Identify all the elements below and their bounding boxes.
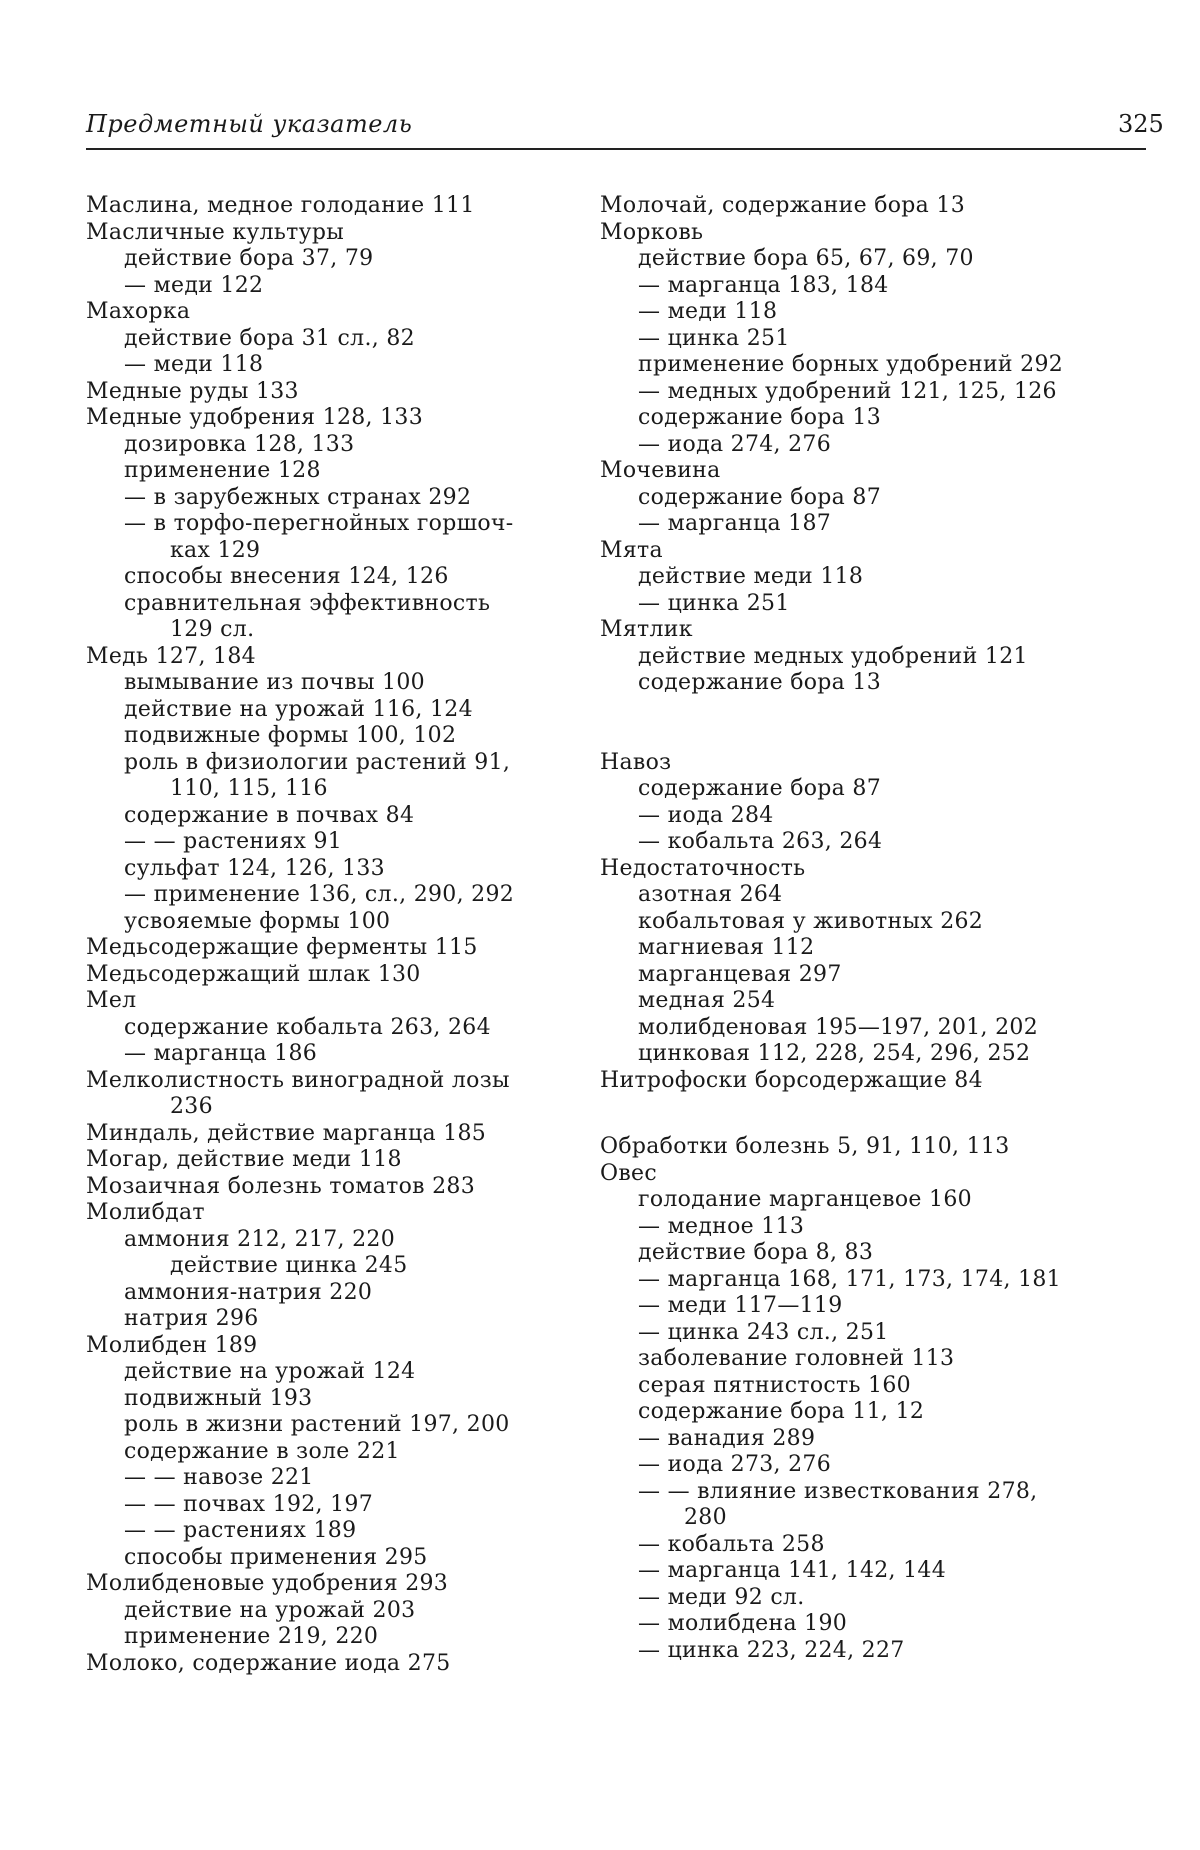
- index-subentry: молибденовая 195—197, 201, 202: [638, 1014, 1039, 1040]
- index-entry: Мята: [600, 537, 663, 563]
- index-subentry: заболевание головней 113: [638, 1346, 955, 1371]
- index-subentry: — кобальта 258: [638, 1531, 825, 1557]
- index-subentry: — меди 117—119: [638, 1293, 843, 1318]
- index-entry: Мозаичная болезнь томатов 283: [86, 1173, 475, 1199]
- index-subentry: — иода 273, 276: [638, 1452, 832, 1477]
- index-subentry: действие меди 118: [638, 564, 864, 589]
- index-entry: Обработки болезнь 5, 91, 110, 113: [600, 1134, 1010, 1159]
- index-subentry: действие на урожай 203: [124, 1597, 416, 1623]
- index-subentry: — меди 118: [124, 352, 264, 377]
- index-continuation: 236: [170, 1094, 213, 1119]
- index-subentry: содержание в золе 221: [124, 1438, 400, 1464]
- index-subentry: аммония-натрия 220: [124, 1279, 373, 1305]
- index-subentry: — — растениях 91: [124, 829, 343, 854]
- index-entry: Нитрофоски борсодержащие 84: [600, 1067, 983, 1093]
- index-subentry: действие на урожай 116, 124: [124, 696, 473, 722]
- index-subentry: роль в физиологии растений 91,: [124, 749, 511, 775]
- index-subentry: — — растениях 189: [124, 1518, 357, 1543]
- index-continuation: 129 сл.: [170, 617, 255, 642]
- index-subentry: применение борных удобрений 292: [638, 352, 1064, 377]
- index-subentry: содержание бора 13: [638, 670, 881, 695]
- index-subentry: действие бора 31 сл., 82: [124, 325, 415, 351]
- index-subentry: голодание марганцевое 160: [638, 1187, 972, 1212]
- index-subentry: — марганца 186: [124, 1041, 318, 1066]
- index-entry: Миндаль, действие марганца 185: [86, 1120, 487, 1146]
- index-entry: Молоко, содержание иода 275: [86, 1650, 451, 1676]
- section-gap: [600, 1094, 1110, 1134]
- index-subentry: применение 219, 220: [124, 1624, 379, 1649]
- index-subentry: — медных удобрений 121, 125, 126: [638, 378, 1057, 404]
- index-subentry: — в торфо-перегнойных горшоч-: [124, 511, 514, 536]
- index-subentry: действие на урожай 124: [124, 1359, 416, 1384]
- index-column-right: [600, 193, 1110, 1664]
- index-entry: Махорка: [86, 299, 191, 324]
- index-subentry: — меди 92 сл.: [638, 1584, 805, 1610]
- index-subentry: — цинка 251: [638, 590, 790, 616]
- index-entry: Навоз: [600, 749, 672, 775]
- index-entry: Мятлик: [600, 617, 693, 642]
- index-entry: Овес: [600, 1160, 657, 1186]
- index-subentry: действие цинка 245: [170, 1253, 408, 1278]
- index-entry: Медные руды 133: [86, 378, 299, 404]
- index-subentry: действие медных удобрений 121: [638, 643, 1028, 669]
- index-column-left: [86, 193, 566, 1677]
- index-subentry: роль в жизни растений 197, 200: [124, 1412, 510, 1437]
- index-entry: Медьсодержащие ферменты 115: [86, 935, 478, 960]
- index-entry: Медьсодержащий шлак 130: [86, 961, 421, 987]
- index-subentry: действие бора 8, 83: [638, 1240, 874, 1265]
- index-subentry: применение 128: [124, 458, 321, 483]
- index-subentry: содержание бора 13: [638, 405, 881, 430]
- index-continuation: 280: [684, 1505, 727, 1530]
- index-entry: Мел: [86, 988, 137, 1013]
- index-subentry: — цинка 243 сл., 251: [638, 1319, 889, 1345]
- index-entry: Недостаточность: [600, 855, 806, 881]
- index-entry: Медь 127, 184: [86, 643, 256, 669]
- index-subentry: медная 254: [638, 988, 776, 1013]
- index-subentry: — иода 274, 276: [638, 431, 832, 457]
- index-subentry: — медное 113: [638, 1213, 805, 1239]
- index-subentry: действие бора 37, 79: [124, 246, 374, 271]
- index-subentry: натрия 296: [124, 1306, 259, 1331]
- index-entry: Мелколистность виноградной лозы: [86, 1067, 510, 1093]
- index-entry: Молибдат: [86, 1200, 205, 1225]
- index-subentry: усвояемые формы 100: [124, 908, 391, 934]
- header-rule: [86, 148, 1146, 150]
- index-subentry: марганцевая 297: [638, 961, 842, 987]
- index-subentry: подвижный 193: [124, 1385, 313, 1411]
- index-subentry: цинковая 112, 228, 254, 296, 252: [638, 1041, 1031, 1066]
- index-entry: Могар, действие меди 118: [86, 1147, 402, 1172]
- index-subentry: — — навозе 221: [124, 1465, 314, 1490]
- page-number: 325: [1118, 110, 1164, 138]
- index-subentry: содержание бора 87: [638, 484, 881, 510]
- index-subentry: серая пятнистость 160: [638, 1372, 911, 1398]
- index-subentry: содержание бора 87: [638, 776, 881, 801]
- section-gap: [600, 697, 1110, 750]
- index-continuation: ках 129: [170, 537, 261, 563]
- index-subentry: содержание бора 11, 12: [638, 1399, 925, 1424]
- index-subentry: подвижные формы 100, 102: [124, 723, 457, 748]
- index-subentry: — иода 284: [638, 802, 774, 828]
- index-subentry: — молибдена 190: [638, 1611, 848, 1636]
- index-subentry: — ванадия 289: [638, 1425, 816, 1451]
- index-entry: Масличные культуры: [86, 219, 345, 245]
- index-subentry: — марганца 187: [638, 511, 832, 536]
- index-subentry: способы внесения 124, 126: [124, 564, 449, 589]
- index-continuation: 110, 115, 116: [170, 776, 328, 801]
- index-subentry: — марганца 183, 184: [638, 272, 889, 298]
- index-subentry: вымывание из почвы 100: [124, 670, 425, 695]
- index-subentry: — кобальта 263, 264: [638, 829, 883, 854]
- index-subentry: — в зарубежных странах 292: [124, 484, 472, 510]
- running-header-title: Предметный указатель: [86, 110, 413, 138]
- index-subentry: дозировка 128, 133: [124, 431, 355, 457]
- index-entry: Молочай, содержание бора 13: [600, 193, 965, 218]
- index-entry: Молибденовые удобрения 293: [86, 1571, 449, 1596]
- index-subentry: — — влияние известкования 278,: [638, 1478, 1038, 1504]
- index-subentry: — меди 118: [638, 299, 778, 324]
- index-subentry: — цинка 251: [638, 325, 790, 351]
- index-subentry: — цинка 223, 224, 227: [638, 1637, 905, 1663]
- index-subentry: сульфат 124, 126, 133: [124, 855, 385, 881]
- index-subentry: содержание кобальта 263, 264: [124, 1014, 491, 1040]
- index-subentry: сравнительная эффективность: [124, 590, 491, 616]
- index-subentry: способы применения 295: [124, 1544, 428, 1570]
- index-subentry: — — почвах 192, 197: [124, 1491, 374, 1517]
- index-subentry: кобальтовая у животных 262: [638, 908, 984, 934]
- index-subentry: азотная 264: [638, 882, 783, 907]
- index-entry: Мочевина: [600, 458, 721, 483]
- index-entry: Маслина, медное голодание 111: [86, 193, 475, 218]
- index-subentry: — марганца 168, 171, 173, 174, 181: [638, 1266, 1061, 1292]
- index-subentry: действие бора 65, 67, 69, 70: [638, 246, 974, 271]
- index-subentry: аммония 212, 217, 220: [124, 1226, 396, 1252]
- index-subentry: магниевая 112: [638, 935, 815, 960]
- index-entry: Молибден 189: [86, 1332, 258, 1358]
- index-subentry: — меди 122: [124, 272, 264, 298]
- index-subentry: — применение 136, сл., 290, 292: [124, 882, 515, 907]
- index-entry: Медные удобрения 128, 133: [86, 405, 424, 430]
- index-subentry: содержание в почвах 84: [124, 802, 415, 828]
- index-subentry: — марганца 141, 142, 144: [638, 1558, 947, 1583]
- index-entry: Морковь: [600, 219, 704, 245]
